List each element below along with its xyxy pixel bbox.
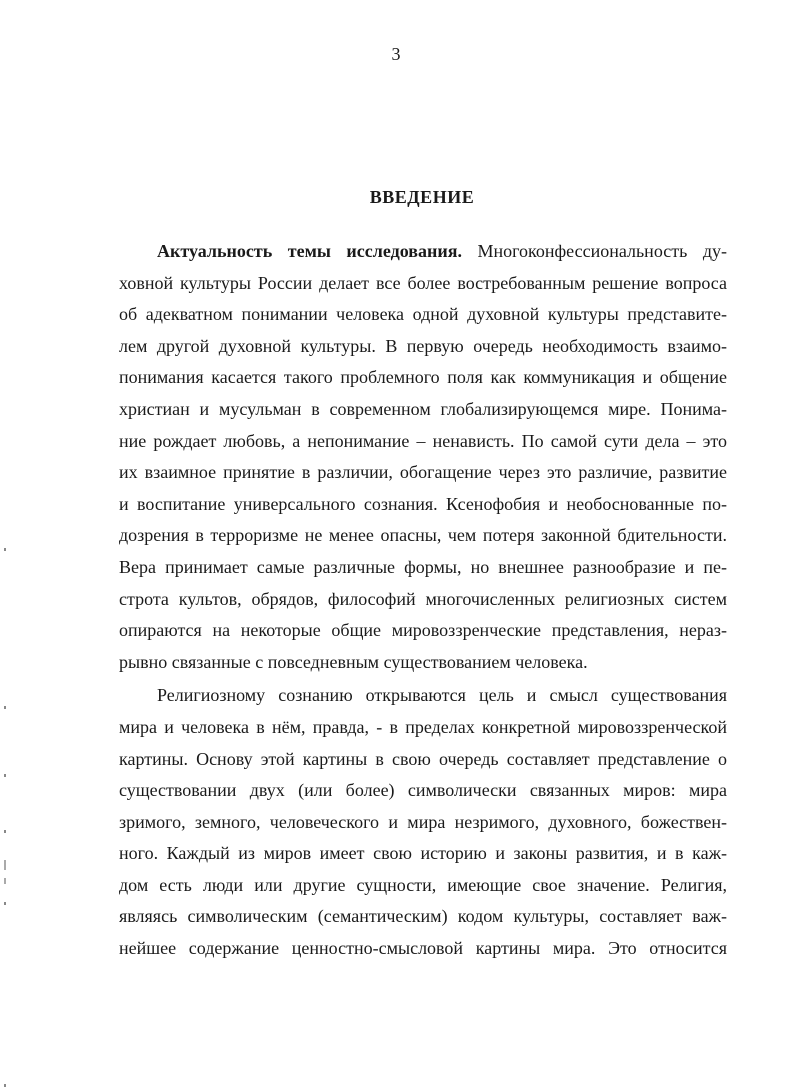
paragraph-1-line [119, 236, 727, 268]
paragraph-1-line: их взаимное принятие в различии, обогащение через это различие, развитие [119, 462, 727, 483]
paragraph-1-line: об адекватном понимании человека одной духовной культуры представите- [119, 304, 727, 325]
section-heading: ВВЕДЕНИЕ [369, 187, 475, 207]
document-body [119, 236, 727, 965]
scan-artifact [4, 1084, 6, 1087]
paragraph-1-line: рывно связанные с повседневным существованием человека. [119, 651, 588, 672]
paragraph-1-line: понимания касается такого проблемного поля как коммуникация и общение [119, 367, 727, 388]
page-number: 3 [391, 44, 401, 64]
paragraph-1-line: дозрения в терроризме не менее опасны, чем потеря законной бдительности. [119, 525, 727, 546]
scan-artifact [4, 902, 6, 905]
paragraph-2-line: мира и человека в нём, правда, - в пределах конкретной мировоззренческой [119, 716, 727, 737]
paragraph-1-line: ховной культуры России делает все более востребованным решение вопроса [119, 272, 727, 293]
scan-artifact [4, 774, 6, 777]
paragraph-2-line: картины. Основу этой картины в свою очередь составляет представление о [119, 748, 727, 769]
scan-artifact [4, 860, 6, 870]
paragraph-1-lead-rest: Многоконфессиональность ду- [461, 241, 727, 261]
paragraph-2-line: ного. Каждый из миров имеет свою историю и законы развития, и в каж- [119, 843, 727, 864]
scan-artifact [4, 830, 6, 833]
scan-artifact [4, 706, 6, 709]
paragraph-2-line: дом есть люди или другие сущности, имеющие свое значение. Религия, [119, 874, 727, 895]
scan-artifact [4, 878, 6, 884]
paragraph-1-line: опираются на некоторые общие мировоззренческие представления, нераз- [119, 620, 727, 641]
paragraph-1-line: лем другой духовной культуры. В первую очередь необходимость взаимо- [119, 335, 727, 356]
paragraph-1-line: христиан и мусульман в современном глобализирующемся мире. Понима- [119, 398, 727, 419]
paragraph-1-line: Вера принимает самые различные формы, но внешнее разнообразие и пе- [119, 556, 727, 577]
paragraph-1-line: строта культов, обрядов, философий многочисленных религиозных систем [119, 588, 727, 609]
paragraph-1-line: и воспитание универсального сознания. Ксенофобия и необоснованные по- [119, 493, 727, 514]
paragraph-2-line: существовании двух (или более) символически связанных миров: мира [119, 780, 727, 801]
paragraph-2-line: являясь символическим (семантическим) кодом культуры, составляет важ- [119, 906, 727, 927]
paragraph-2-line: Религиозному сознанию открываются цель и смысл существования [157, 685, 727, 706]
paragraph-1-lead-bold: Актуальность темы исследования. [157, 241, 462, 261]
paragraph-2-line: нейшее содержание ценностно-смысловой картины мира. Это относится [119, 938, 727, 959]
paragraph-2-line: зримого, земного, человеческого и мира незримого, духовного, божествен- [119, 811, 727, 832]
scan-artifact [4, 548, 6, 551]
paragraph-1-line: ние рождает любовь, а непонимание – ненависть. По самой сути дела – это [119, 430, 727, 451]
